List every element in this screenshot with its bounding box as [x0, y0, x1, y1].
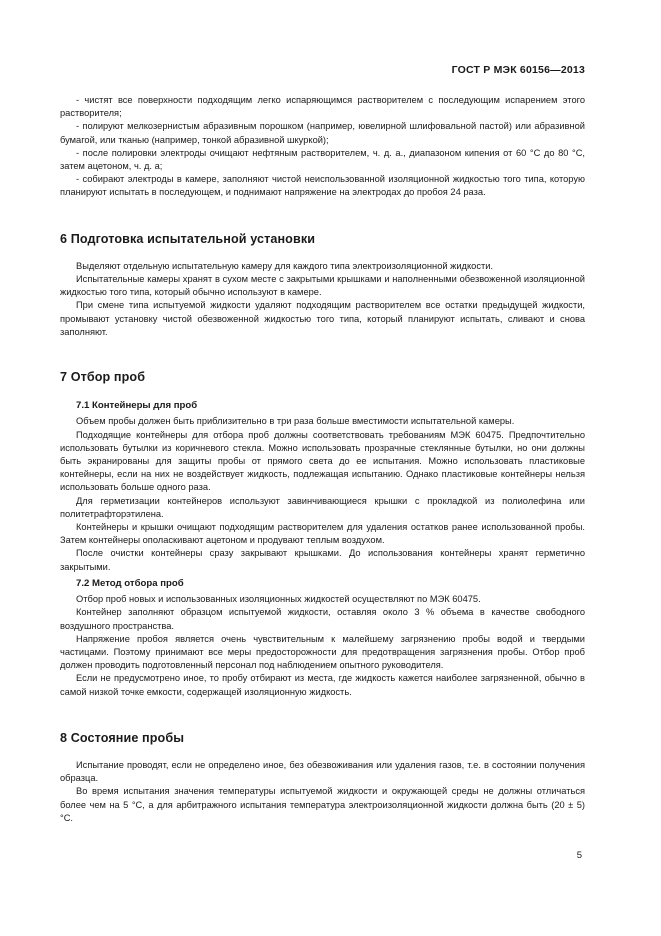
paragraph: Испытание проводят, если не определено иное, без обезвоживания или удаления газов, т.е. в состоянии получения образца.: [60, 759, 585, 784]
section-7-heading: 7 Отбор проб: [60, 370, 146, 385]
paragraph: После очистки контейнеры сразу закрывают крышками. До использования контейнеры хранят герметично закрытыми.: [60, 548, 585, 572]
subsection-7-1-body: [60, 415, 585, 573]
section-8-body: [60, 759, 585, 825]
paragraph: Напряжение пробоя является очень чувствительным к малейшему загрязнению пробы водой и твердыми частицами. Поэтому принимают все меры предосторожности для предотвращения загрязнения пробы. Отбор проб должен проводить подготовленный персонал под наблюдением опытного руководителя.: [60, 633, 585, 671]
paragraph: При смене типа испытуемой жидкости удаляют подходящим растворителем все остатки предыдущей жидкости, промывают установку чистой обезвоженной жидкостью того типа, который планируют испытать, сливают и снова заполняют.: [60, 300, 585, 337]
section-6-body: [60, 260, 585, 339]
list-item: - после полировки электроды очищают нефтяным растворителем, ч. д. а., диапазоном кипения от 60 °С до 80 °С, затем ацетоном, ч. д. а;: [60, 147, 585, 172]
paragraph: Испытательные камеры хранят в сухом месте с закрытыми крышками и наполненными обезвоженной изоляционной жидкостью того типа, который обычно используют в камере.: [60, 274, 585, 298]
list-item: - полируют мелкозернистым абразивным порошком (например, ювелирной шлифовальной пастой) или абразивной бумагой, или тканью (например, тонкой абразивной шкуркой);: [60, 121, 585, 145]
section-6-heading: 6 Подготовка испытательной установки: [60, 231, 316, 246]
paragraph: Контейнер заполняют образцом испытуемой жидкости, оставляя около 3 % объема в качестве свободного воздушного пространства.: [60, 607, 585, 631]
section-8-heading: 8 Состояние пробы: [60, 730, 185, 745]
document-header: ГОСТ Р МЭК 60156—2013: [451, 64, 585, 76]
subsection-7-2-heading: 7.2 Метод отбора проб: [76, 577, 184, 589]
intro-list: [60, 94, 585, 200]
paragraph: Отбор проб новых и использованных изоляционных жидкостей осуществляют по МЭК 60475.: [76, 594, 481, 605]
paragraph: Выделяют отдельную испытательную камеру для каждого типа электроизоляционной жидкости.: [76, 260, 493, 271]
subsection-7-1-heading: 7.1 Контейнеры для проб: [76, 400, 198, 412]
page-number: 5: [576, 850, 582, 861]
paragraph: Объем пробы должен быть приблизительно в три раза больше вместимости испытательной камеры.: [76, 416, 515, 427]
paragraph: Для герметизации контейнеров используют завинчивающиеся крышки с прокладкой из полиолефина или политетрафторэтилена.: [60, 495, 585, 519]
list-item: - чистят все поверхности подходящим легко испаряющимся растворителем с последующим испарением этого растворителя;: [60, 95, 585, 119]
paragraph: Контейнеры и крышки очищают подходящим растворителем для удаления остатков ранее использованной пробы. Затем контейнеры ополаскивают ацетоном и продувают теплым воздухом.: [60, 522, 585, 546]
paragraph: Во время испытания значения температуры испытуемой жидкости и окружающей среды не должны отличаться более чем на 5 °С, а для арбитражного испытания температура электроизоляционной жидкости должна быть (20 ± 5) °С.: [60, 786, 585, 823]
paragraph: Если не предусмотрено иное, то пробу отбирают из места, где жидкость кажется наиболее загрязненной, обычно в самой низкой точке емкости, содержащей изоляционную жидкость.: [60, 673, 585, 697]
paragraph: Подходящие контейнеры для отбора проб должны соответствовать требованиям МЭК 60475. Предпочтительно использовать бутылки из коричневого стекла. Можно использовать прозрачные стеклянные бутылки, но они должны быть экранированы для защиты пробы от прямого света до ее испытания. Можно использовать пластиковые контейнеры, если на них не воздействует жидкость, подлежащая испытанию. Однако пластиковые контейнеры нельзя использовать больше одного раза.: [60, 429, 585, 493]
list-item: - собирают электроды в камере, заполняют чистой неиспользованной изоляционной жидкостью того типа, которую планируют испытать в последующем, и поднимают напряжение на электродах до пробоя 24 раза.: [60, 174, 585, 198]
document-body: [60, 94, 585, 825]
subsection-7-2-body: [60, 593, 585, 699]
